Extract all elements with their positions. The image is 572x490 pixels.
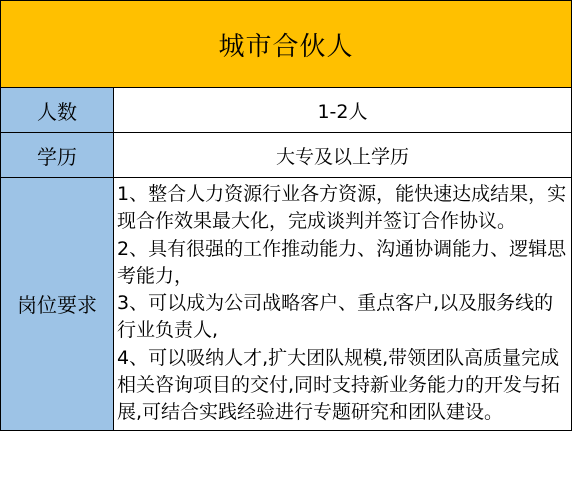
requirement-item-3: 3、可以成为公司战略客户、重点客户,以及服务线的行业负责人, — [117, 292, 554, 342]
requirement-item-4: 4、可以吸纳人才,扩大团队规模,带领团队高质量完成相关咨询项目的交付,同时支持新业务能力的开发与拓展,可结合实践经验进行专题研究和团队建设。 — [117, 346, 561, 424]
title-row — [1, 1, 572, 88]
table-row-education — [1, 133, 572, 178]
headcount-label: 人数 — [1, 88, 114, 133]
table-row-requirements — [1, 178, 572, 431]
headcount-value: 1-2人 — [114, 88, 572, 133]
education-value: 大专及以上学历 — [114, 133, 572, 178]
requirement-item-1: 1、整合人力资源行业各方资源，能快速达成结果，实现合作效果最大化，完成谈判并签订合作协议。 — [117, 183, 567, 233]
table-title: 城市合伙人 — [1, 1, 572, 88]
requirement-item-2: 2、具有很强的工作推动能力、沟通协调能力、逻辑思考能力， — [117, 237, 567, 287]
table-row-headcount — [1, 88, 572, 133]
requirements-content — [114, 178, 572, 431]
education-label: 学历 — [1, 133, 114, 178]
requirements-label: 岗位要求 — [1, 178, 114, 431]
